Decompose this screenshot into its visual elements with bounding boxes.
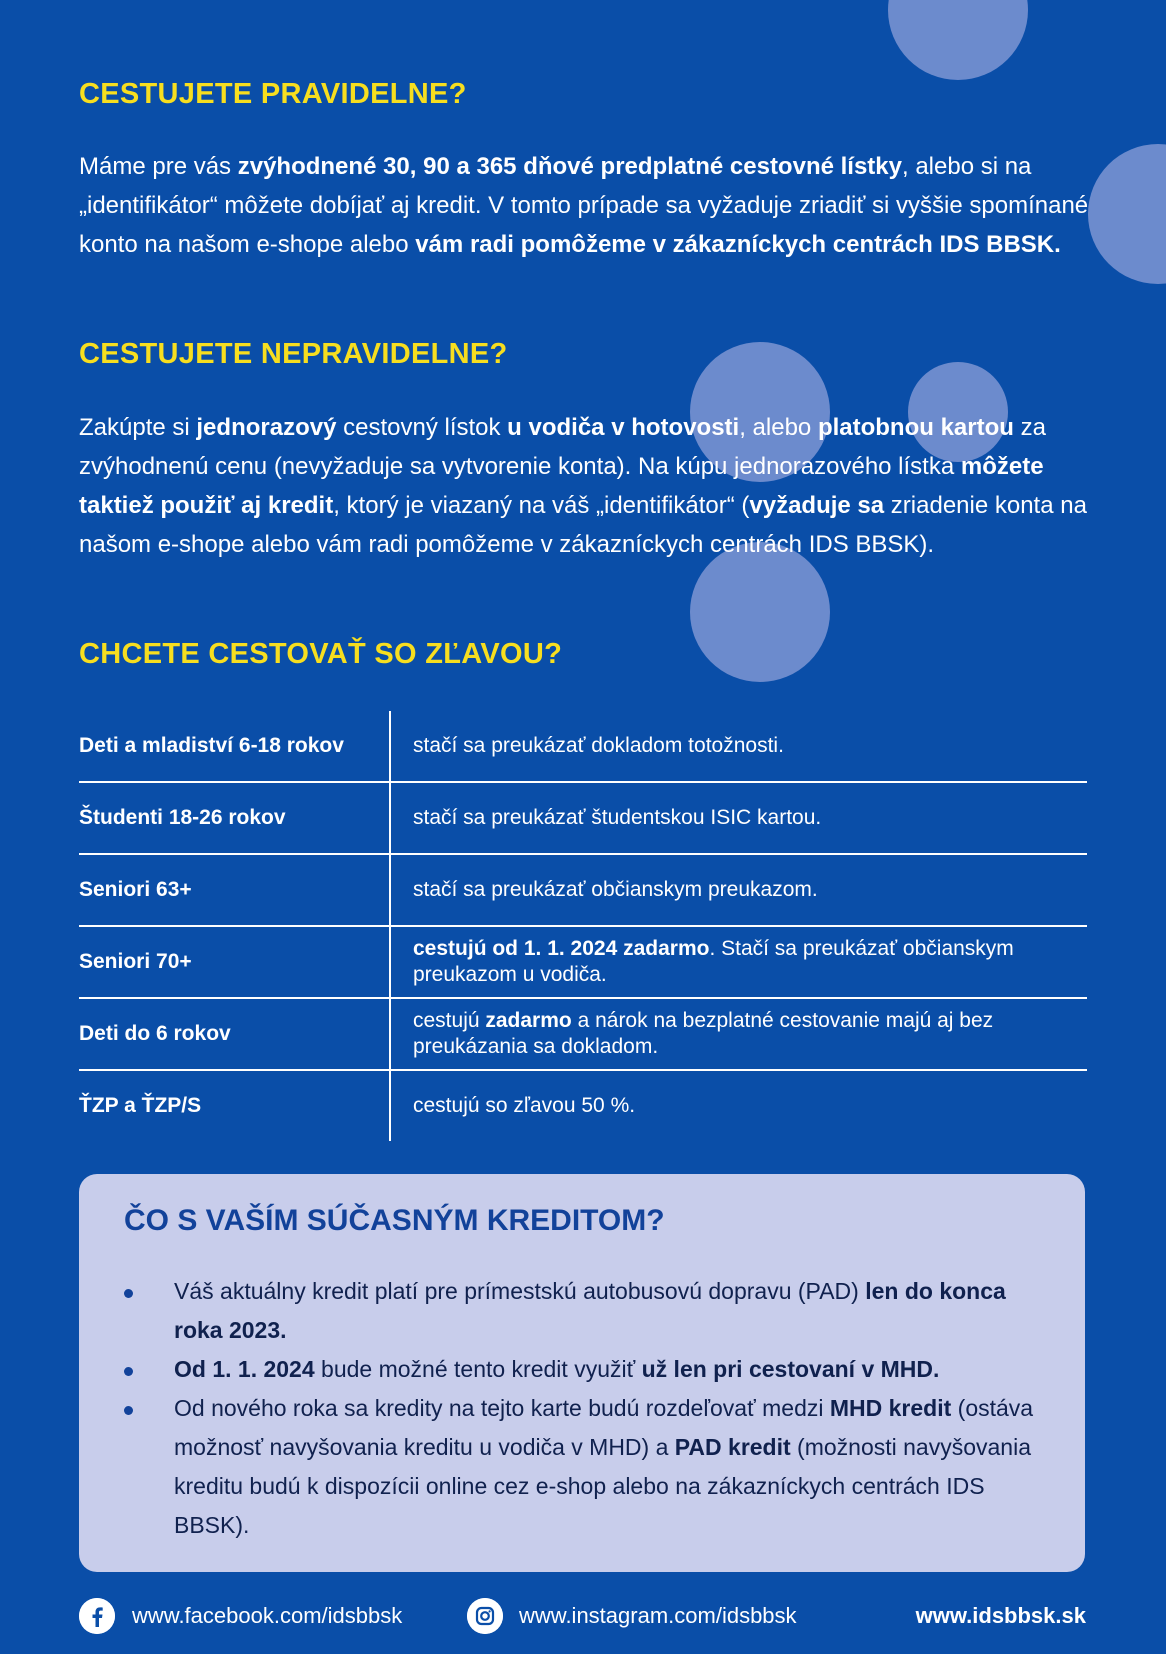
irregular-travel-heading: CESTUJETE NEPRAVIDELNE? (79, 338, 508, 370)
bold-text: zadarmo (485, 1009, 572, 1032)
facebook-link[interactable]: www.facebook.com/idsbbsk (132, 1603, 403, 1628)
bold-text: PAD kredit (674, 1434, 791, 1460)
discount-description (390, 711, 1087, 782)
bold-text: Od 1. 1. 2024 (174, 1356, 315, 1382)
facebook-icon[interactable] (79, 1598, 115, 1634)
decorative-circle (888, 0, 1028, 80)
list-item (79, 1272, 1039, 1350)
bullet-icon (124, 1406, 133, 1415)
bullet-icon (124, 1289, 133, 1298)
footer (0, 1598, 1166, 1638)
table-row (79, 782, 1087, 854)
bullet-icon (124, 1367, 133, 1376)
text: stačí sa preukázať študentskou ISIC kartou. (413, 806, 822, 829)
bold-text: vám radi pomôžeme v zákazníckych centrách IDS BBSK. (415, 231, 1061, 258)
discount-heading: CHCETE CESTOVAŤ SO ZĽAVOU? (79, 638, 563, 670)
table-row (79, 1070, 1087, 1141)
website-link[interactable]: www.idsbbsk.sk (915, 1603, 1086, 1628)
discount-description (390, 1070, 1087, 1141)
text: a nárok na bezplatné cestovanie majú aj bez preukázania sa dokladom. (413, 1009, 994, 1058)
table-row (79, 711, 1087, 782)
credit-info-box (79, 1174, 1085, 1572)
bold-text: MHD kredit (829, 1395, 952, 1421)
discount-category: Deti do 6 rokov (79, 998, 390, 1070)
discount-category: Seniori 70+ (79, 926, 390, 998)
instagram-icon[interactable] (467, 1598, 503, 1634)
decorative-circle (1088, 144, 1166, 284)
discount-table (79, 711, 1087, 1141)
text: Zakúpte si (79, 414, 197, 441)
bold-text: platobnou kartou (817, 414, 1014, 441)
text: stačí sa preukázať občianskym preukazom. (413, 878, 818, 901)
text: (ostáva možnosť navyšovania kreditu u vodiča v MHD) a (174, 1395, 1034, 1460)
table-row (79, 854, 1087, 926)
text: (možnosti navyšovania kreditu budú k dispozícii online cez e-shop alebo na zákazníckych centrách IDS BBSK). (174, 1434, 1032, 1538)
text: bude možné tento kredit využiť (314, 1356, 642, 1382)
discount-category: Študenti 18-26 rokov (79, 782, 390, 854)
text: zriadenie konta na našom e-shope alebo vám radi pomôžeme v zákazníckych centrách IDS BBSK). (79, 492, 1087, 558)
bold-text: jednorazový (196, 414, 337, 441)
text: za zvýhodnenú cenu (nevyžaduje sa vytvorenie konta). Na kúpu jednorazového lístka (79, 414, 1046, 480)
regular-travel-paragraph (79, 147, 1089, 264)
bold-text: len do konca roka 2023. (174, 1278, 1006, 1343)
discount-category: ŤZP a ŤZP/S (79, 1070, 390, 1141)
text: Váš aktuálny kredit platí pre prímestskú autobusovú dopravu (PAD) (174, 1278, 866, 1304)
credit-heading: ČO S VAŠÍM SÚČASNÝM KREDITOM? (124, 1204, 665, 1237)
text: cestovný lístok (336, 414, 508, 441)
instagram-link[interactable]: www.instagram.com/idsbbsk (519, 1603, 797, 1628)
text: cestujú so zľavou 50 %. (413, 1094, 636, 1117)
text: Od nového roka sa kredity na tejto karte budú rozdeľovať medzi (174, 1395, 830, 1421)
text: , alebo si na „identifikátor“ môžete dobíjať aj kredit. V tomto prípade sa vyžaduje zriadiť si vyššie spomínané konto na našom e-shope alebo (79, 153, 1089, 258)
bold-text: u vodiča v hotovosti (507, 414, 740, 441)
bold-text: zvýhodnené 30, 90 a 365 dňové predplatné cestovné lístky (237, 153, 902, 180)
text: stačí sa preukázať dokladom totožnosti. (413, 734, 784, 757)
list-item (79, 1389, 1039, 1545)
discount-category: Seniori 63+ (79, 854, 390, 926)
discount-description (390, 998, 1087, 1070)
bold-text: vyžaduje sa (749, 492, 885, 519)
bold-text: už len pri cestovaní v MHD. (641, 1356, 940, 1382)
discount-description (390, 926, 1087, 998)
regular-travel-heading: CESTUJETE PRAVIDELNE? (79, 78, 467, 110)
text: , alebo (739, 414, 818, 441)
discount-category: Deti a mladiství 6-18 rokov (79, 711, 390, 782)
table-row (79, 998, 1087, 1070)
discount-description (390, 854, 1087, 926)
irregular-travel-paragraph (79, 408, 1089, 564)
text: cestujú (413, 1009, 486, 1032)
text: . Stačí sa preukázať občianskym preukazom u vodiča. (413, 937, 1014, 986)
bold-text: môžete taktiež použiť aj kredit (79, 453, 1044, 519)
bold-text: cestujú od 1. 1. 2024 zadarmo (413, 937, 710, 960)
list-item (79, 1350, 1039, 1389)
text: , ktorý je viazaný na váš „identifikátor“ ( (333, 492, 750, 519)
credit-list (79, 1272, 1039, 1545)
table-row (79, 926, 1087, 998)
discount-description (390, 782, 1087, 854)
text: Máme pre vás (79, 153, 238, 180)
